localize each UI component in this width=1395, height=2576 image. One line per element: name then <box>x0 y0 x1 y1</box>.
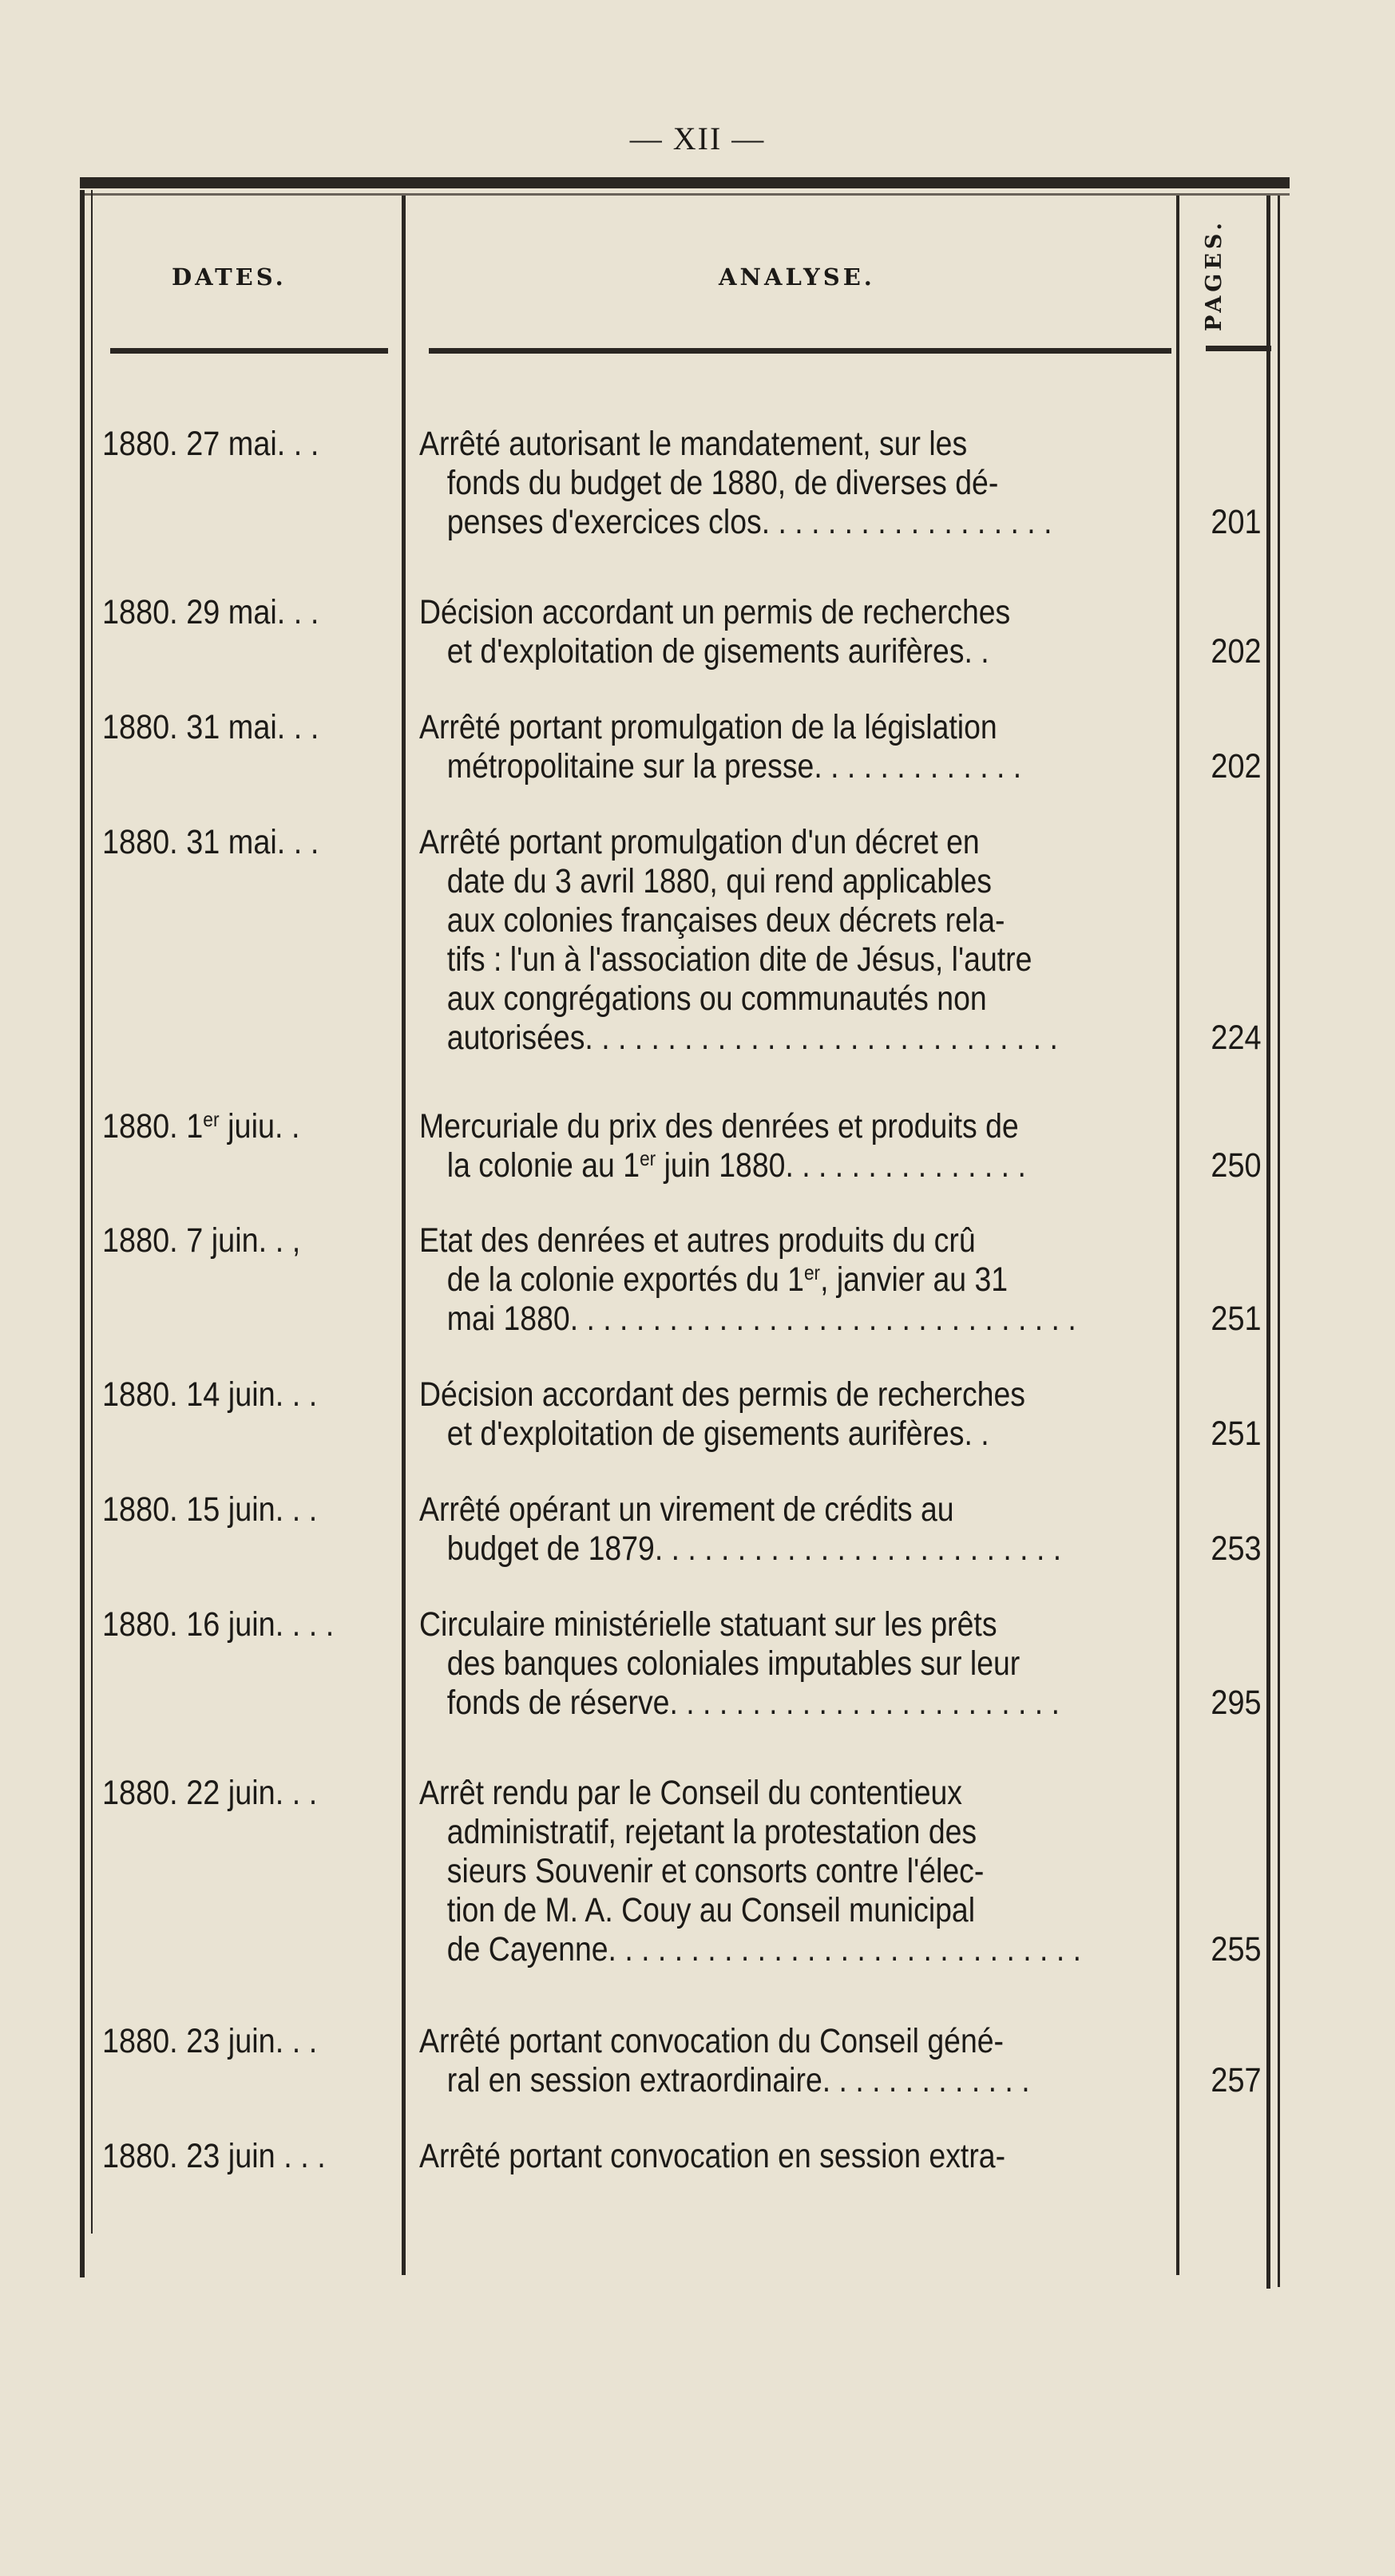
row-date: 1880. 27 mai. . . <box>102 425 319 463</box>
analyse-line: autorisées. . . . . . . . . . . . . . . . . . . . . . . . . . . . . <box>446 1019 1058 1057</box>
analyse-line: Mercuriale du prix des denrées et produits de <box>419 1107 1019 1146</box>
right-border-outer <box>1278 196 1280 2287</box>
analyse-line: Arrêté portant promulgation de la législation <box>419 708 997 746</box>
row-analyse <box>419 1605 1149 1723</box>
analyse-line: mai 1880. . . . . . . . . . . . . . . . . . . . . . . . . . . . . . . <box>446 1300 1076 1338</box>
analyse-line: fonds du budget de 1880, de diverses dé- <box>446 464 999 502</box>
analyse-line: administratif, rejetant la protestation des <box>446 1813 977 1851</box>
analyse-line: de la colonie exportés du 1er, janvier au 31 <box>446 1260 1009 1299</box>
analyse-line: Etat des denrées et autres produits du crû <box>419 1221 976 1260</box>
analyse-line: Arrêté opérant un virement de crédits au <box>419 1490 954 1529</box>
column-divider-dates <box>402 196 406 2275</box>
row-date: 1880. 1er juiu. . <box>102 1107 300 1146</box>
header-analyse: ANALYSE. <box>719 263 875 291</box>
row-page-number: 251 <box>1211 1300 1262 1338</box>
row-date: 1880. 14 juin. . . <box>102 1375 318 1414</box>
row-date: 1880. 29 mai. . . <box>102 593 319 631</box>
column-divider-pages <box>1176 196 1179 2275</box>
row-analyse <box>419 425 1149 542</box>
analyse-line: Décision accordant des permis de recherches <box>419 1375 1025 1414</box>
analyse-line: budget de 1879. . . . . . . . . . . . . . . . . . . . . . . . . <box>446 1529 1062 1568</box>
header-rule-pages <box>1206 346 1271 351</box>
header-pages: PAGES. <box>1202 219 1227 331</box>
row-date: 1880. 23 juin . . . <box>102 2137 326 2175</box>
analyse-line: date du 3 avril 1880, qui rend applicables <box>446 862 992 900</box>
row-analyse <box>419 1774 1149 1969</box>
analyse-line: métropolitaine sur la presse. . . . . . . . . . . . . <box>446 747 1022 785</box>
row-page-number: 224 <box>1211 1019 1262 1057</box>
row-analyse <box>419 1490 1149 1569</box>
analyse-line: Arrêté portant promulgation d'un décret en <box>419 823 980 861</box>
row-analyse <box>419 1107 1149 1185</box>
analyse-line: la colonie au 1er juin 1880. . . . . . . . . . . . . . . <box>446 1146 1026 1185</box>
analyse-line: tion de M. A. Couy au Conseil municipal <box>446 1891 976 1929</box>
row-date: 1880. 15 juin. . . <box>102 1490 318 1529</box>
row-date: 1880. 7 juin. . , <box>102 1221 301 1260</box>
page-number: — XII — <box>629 121 766 156</box>
row-analyse <box>419 1221 1149 1339</box>
analyse-line: Arrêté portant convocation du Conseil géné- <box>419 2022 1005 2060</box>
row-date: 1880. 16 juin. . . . <box>102 1605 335 1644</box>
row-page-number: 251 <box>1211 1415 1262 1453</box>
analyse-line: Circulaire ministérielle statuant sur les prêts <box>419 1605 997 1644</box>
analyse-line: Arrêté autorisant le mandatement, sur les <box>419 425 968 463</box>
row-page-number: 255 <box>1211 1930 1262 1969</box>
analyse-line: Arrêté portant convocation en session extra- <box>419 2137 1006 2175</box>
row-analyse <box>419 823 1149 1058</box>
analyse-line: de Cayenne. . . . . . . . . . . . . . . . . . . . . . . . . . . . . <box>446 1930 1082 1969</box>
row-page-number: 202 <box>1211 747 1262 785</box>
row-analyse <box>419 708 1149 786</box>
left-border-inner <box>91 190 93 2234</box>
row-page-number: 201 <box>1211 503 1262 541</box>
row-date: 1880. 22 juin. . . <box>102 1774 318 1812</box>
row-analyse <box>419 2137 1149 2176</box>
analyse-line: aux congrégations ou communautés non <box>446 979 987 1018</box>
analyse-line: des banques coloniales imputables sur leur <box>446 1644 1020 1683</box>
row-analyse <box>419 593 1149 671</box>
row-page-number: 295 <box>1211 1684 1262 1722</box>
analyse-line: ral en session extraordinaire. . . . . . . . . . . . . <box>446 2061 1030 2099</box>
header-rule-analyse <box>429 348 1171 354</box>
analyse-line: et d'exploitation de gisements aurifères. . <box>446 632 989 671</box>
top-rule-thin <box>80 193 1290 196</box>
row-date: 1880. 31 mai. . . <box>102 823 319 861</box>
row-analyse <box>419 1375 1149 1454</box>
top-rule <box>80 177 1290 188</box>
analyse-line: et d'exploitation de gisements aurifères. . <box>446 1415 989 1453</box>
right-border <box>1266 196 1270 2289</box>
row-date: 1880. 31 mai. . . <box>102 708 319 746</box>
analyse-line: Décision accordant un permis de recherches <box>419 593 1011 631</box>
analyse-line: Arrêt rendu par le Conseil du contentieux <box>419 1774 963 1812</box>
left-border <box>80 190 85 2277</box>
analyse-line: tifs : l'un à l'association dite de Jésus, l'autre <box>446 940 1032 979</box>
row-page-number: 257 <box>1211 2061 1262 2099</box>
row-page-number: 253 <box>1211 1529 1262 1568</box>
analyse-line: fonds de réserve. . . . . . . . . . . . . . . . . . . . . . . . <box>446 1684 1060 1722</box>
row-page-number: 202 <box>1211 632 1262 671</box>
header-dates: DATES. <box>172 263 287 291</box>
row-analyse <box>419 2022 1149 2100</box>
row-page-number: 250 <box>1211 1146 1262 1185</box>
analyse-line: penses d'exercices clos. . . . . . . . . . . . . . . . . . <box>446 503 1052 541</box>
analyse-line: sieurs Souvenir et consorts contre l'élec- <box>446 1852 985 1890</box>
header-rule-dates <box>110 348 388 354</box>
row-date: 1880. 23 juin. . . <box>102 2022 318 2060</box>
analyse-line: aux colonies françaises deux décrets rela- <box>446 901 1005 940</box>
